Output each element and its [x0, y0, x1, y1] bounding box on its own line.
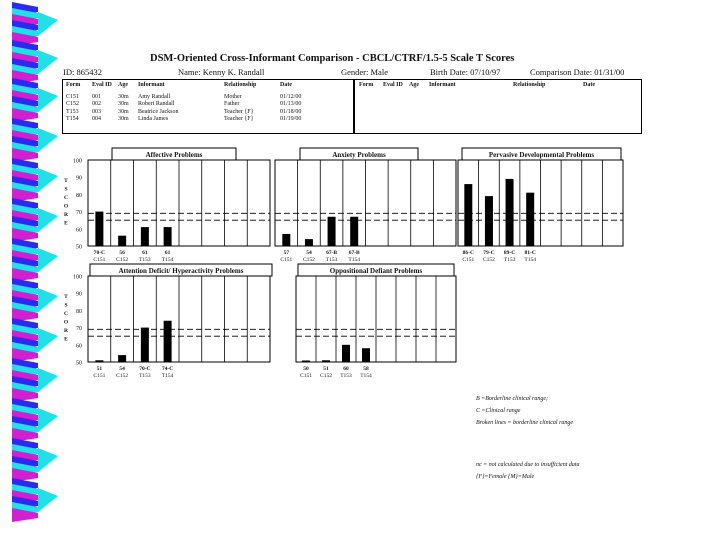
y-axis-label-letter: E [64, 220, 68, 227]
category-label: T153 [139, 257, 151, 263]
y-axis-label-letter: T [64, 294, 68, 300]
birth-date-label: Birth Date: 07/10/97 [430, 67, 501, 77]
y-axis-label-letter: S [64, 186, 68, 193]
legend-borderline: B =Borderline clinical range; [476, 396, 548, 402]
category-label: C152 [116, 373, 129, 379]
value-label: 56 [119, 250, 125, 256]
name-label: Name: Kenny K. Randall [178, 67, 265, 77]
cell: 003 [92, 108, 101, 115]
y-axis-label-letter: R [64, 328, 68, 334]
y-tick-label: 70 [76, 326, 82, 333]
legend-broken-lines: Broken lines = borderline clinical range [476, 420, 574, 426]
cell: T153 [66, 108, 79, 115]
cell: 01/13/00 [280, 101, 302, 108]
bar-T153 [328, 217, 336, 246]
bar-C151 [282, 234, 290, 246]
value-label: 60 [343, 366, 349, 372]
id-label: ID: 865432 [63, 67, 102, 77]
category-label: C152 [482, 257, 495, 263]
value-label: 70-C [139, 366, 151, 372]
cell: 004 [92, 116, 101, 123]
bar-C152 [322, 360, 330, 362]
y-tick-label: 90 [76, 175, 82, 182]
value-label: 61 [142, 250, 148, 256]
cell: Father [224, 101, 240, 108]
y-tick-label: 50 [76, 360, 82, 367]
bar-C152 [118, 355, 126, 362]
page-title: DSM-Oriented Cross-Informant Comparison - CBCL/CTRF/1.5-5 Scale T Scores [150, 53, 515, 64]
value-label: 61 [164, 250, 171, 256]
comparison-date-label: Comparison Date: 01/31/00 [530, 67, 625, 77]
col-eval-id: Eval ID [92, 82, 112, 88]
y-axis-label-letter: C [64, 311, 68, 317]
bar-C151 [95, 212, 103, 246]
cell: Beatrice Jackson [138, 108, 179, 115]
value-label: 67-B [326, 250, 338, 256]
value-label: 79-C [483, 250, 495, 256]
y-tick-label: 90 [76, 291, 82, 298]
y-tick-label: 100 [73, 274, 82, 281]
col-form-right: Form [359, 82, 374, 88]
category-label: C151 [93, 373, 106, 379]
category-label: T154 [161, 257, 174, 263]
col-informant: Informant [138, 82, 165, 88]
y-axis-label-letter: O [63, 203, 69, 210]
col-age-right: Age [409, 82, 419, 88]
cell: 30m [118, 116, 129, 123]
cell: 01/18/00 [280, 108, 302, 115]
category-label: T153 [503, 257, 516, 263]
cell: Teacher {F} [224, 116, 254, 123]
bar-T154 [526, 193, 534, 246]
value-label: 70-C [93, 250, 106, 256]
cell: 01/12/00 [280, 93, 302, 100]
bar-T154 [362, 348, 370, 362]
chart-title: Oppositional Defiant Problems [329, 267, 423, 275]
value-label: 67-B [348, 250, 360, 256]
category-label: T154 [161, 373, 174, 379]
chart-title: Anxiety Problems [332, 151, 386, 159]
value-label: 54 [306, 250, 312, 256]
category-label: T154 [348, 257, 360, 263]
cell: Mother [224, 93, 242, 100]
value-label: 74-C [161, 366, 174, 372]
category-label: T153 [340, 373, 352, 379]
bar-C151 [464, 184, 472, 246]
col-relationship: Relationship [224, 82, 257, 88]
chart-title: Pervasive Developmental Problems [488, 151, 595, 159]
cell: 30m [118, 101, 129, 108]
bar-C152 [118, 236, 126, 246]
value-label: 54 [119, 366, 125, 372]
cell: 30m [118, 108, 129, 115]
gender-label: Gender: Male [341, 67, 388, 77]
cell: T154 [66, 116, 79, 123]
bar-C152 [485, 196, 493, 246]
category-label: C151 [462, 257, 475, 263]
bar-T153 [342, 345, 350, 362]
col-form: Form [66, 82, 81, 88]
cell: Robert Randall [138, 101, 175, 108]
col-relationship-right: Relationship [513, 82, 546, 88]
bar-T153 [141, 227, 149, 246]
value-label: 89-C [503, 250, 516, 256]
col-date: Date [280, 82, 292, 88]
category-label: T153 [139, 373, 151, 379]
category-label: C151 [93, 257, 106, 263]
legend-gender: {F}=Female {M}=Male [476, 474, 535, 480]
legend-not-calculated: nc = not calculated due to insufficient data [476, 462, 580, 468]
category-label: T154 [360, 373, 372, 379]
y-tick-label: 80 [76, 192, 82, 199]
y-axis-label-letter: R [64, 212, 68, 218]
value-label: 81-C [524, 250, 536, 256]
cell: 002 [92, 101, 101, 108]
y-tick-label: 80 [76, 308, 82, 315]
y-axis-label-letter: O [63, 319, 69, 326]
bar-T154 [350, 217, 358, 246]
y-tick-label: 60 [76, 343, 82, 350]
category-label: C152 [116, 257, 129, 263]
col-eval-id-right: Eval ID [383, 82, 403, 88]
y-axis-label-letter: S [64, 302, 68, 309]
y-axis-label-letter: C [64, 195, 68, 201]
col-age: Age [118, 82, 128, 88]
value-label: 57 [283, 250, 290, 256]
y-axis-label-letter: T [64, 178, 68, 184]
category-label: C152 [320, 373, 332, 379]
value-label: 86-C [462, 250, 474, 256]
cell: C151 [66, 93, 80, 100]
cell: 001 [92, 93, 101, 100]
y-tick-label: 100 [73, 158, 82, 165]
bar-C151 [302, 361, 310, 363]
bar-T154 [164, 321, 172, 362]
chart-title: Affective Problems [145, 151, 203, 159]
legend-clinical: C =Clinical range [476, 408, 521, 414]
cell: Amy Randall [138, 93, 171, 100]
value-label: 51 [323, 366, 329, 372]
y-tick-label: 50 [76, 244, 82, 251]
col-date-right: Date [583, 82, 595, 88]
col-informant-right: Informant [429, 82, 456, 88]
bar-C151 [95, 360, 103, 362]
bar-T153 [141, 328, 149, 362]
category-label: T154 [524, 257, 536, 263]
cell: 01/19/00 [280, 116, 302, 123]
category-label: C151 [300, 373, 312, 379]
y-axis-label-letter: E [64, 336, 68, 343]
chart-title: Attention Deficit/ Hyperactivity Problems [118, 267, 244, 275]
cell: Teacher {F} [224, 108, 254, 115]
category-label: C152 [302, 257, 315, 263]
bar-T154 [164, 227, 172, 246]
value-label: 58 [363, 366, 369, 372]
bar-C152 [305, 239, 313, 246]
category-label: C151 [280, 257, 293, 263]
cell: C152 [66, 101, 80, 108]
cell: Linda James [138, 116, 169, 123]
y-tick-label: 70 [76, 210, 82, 217]
y-tick-label: 60 [76, 227, 82, 234]
value-label: 51 [96, 366, 103, 372]
category-label: T153 [325, 257, 338, 263]
bar-T153 [506, 179, 514, 246]
cell: 30m [118, 93, 129, 100]
value-label: 50 [303, 366, 309, 372]
